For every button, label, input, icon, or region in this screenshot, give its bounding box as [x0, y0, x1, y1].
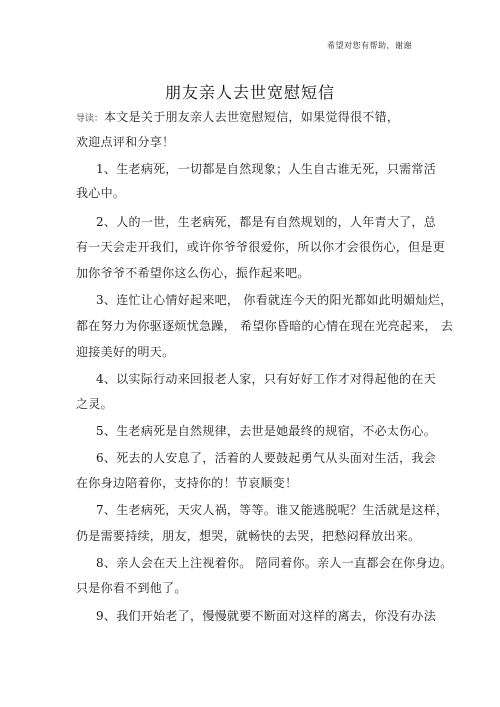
paragraph-line: 6、死去的人安息了，活着的人要鼓起勇气从头面对生活，我会	[96, 451, 437, 465]
paragraph-line: 只是你看不到他了。	[76, 581, 187, 595]
paragraph-line: 3、连忙让心情好起来吧， 你看就连今天的阳光都如此明媚灿烂，	[96, 293, 453, 307]
paragraph-line: 在你身边陪着你，支持你的！节哀顺变！	[76, 476, 298, 490]
paragraph-line: 我心中。	[76, 186, 126, 200]
paragraph-line: 9、我们开始老了，慢慢就要不断面对这样的离去，你没有办法	[96, 609, 437, 623]
page-title: 朋友亲人去世宽慰短信	[164, 83, 335, 102]
paragraph-line: 1、生老病死，一切都是自然现象；人生自古谁无死，只需常活	[96, 162, 437, 176]
paragraph-line: 加你爷爷不希望你这么伤心，振作起来吧。	[76, 266, 310, 280]
paragraph-line: 8、亲人会在天上注视着你。 陪同着你。亲人一直都会在你身边。	[96, 556, 453, 570]
intro-line: 欢迎点评和分享！	[76, 135, 175, 149]
paragraph-line: 4、以实际行动来回报老人家，只有好好工作才对得起他的在天	[96, 372, 437, 386]
paragraph-line: 之灵。	[76, 397, 113, 411]
paragraph-line: 5、生老病死是自然规律，去世是她最终的规宿，不必太伤心。	[96, 424, 437, 438]
paragraph-line: 有一天会走开我们，或许你爷爷很爱你，所以你才会很伤心，但是更	[76, 240, 446, 254]
paragraph-line: 迎接美好的明天。	[76, 345, 175, 359]
paragraph-line: 7、生老病死，天灾人祸，等等。谁又能逃脱呢？生活就是这样，	[96, 503, 449, 517]
paragraph-line: 2、人的一世，生老病死，都是有自然规划的，人年青大了，总	[96, 215, 437, 229]
intro-line: 本文是关于朋友亲人去世宽慰短信，如果觉得很不错，	[104, 110, 400, 124]
paragraph-line: 仍是需要持续，朋友，想哭，就畅快的去哭，把愁闷释放出来。	[76, 529, 421, 543]
paragraph-line: 都在努力为你驱逐烦忧急躁， 希望你昏暗的心情在现在光亮起来， 去	[76, 319, 454, 333]
header-note: 希望对您有帮助，谢谢	[327, 41, 412, 50]
intro-label: 导读：	[76, 114, 104, 124]
